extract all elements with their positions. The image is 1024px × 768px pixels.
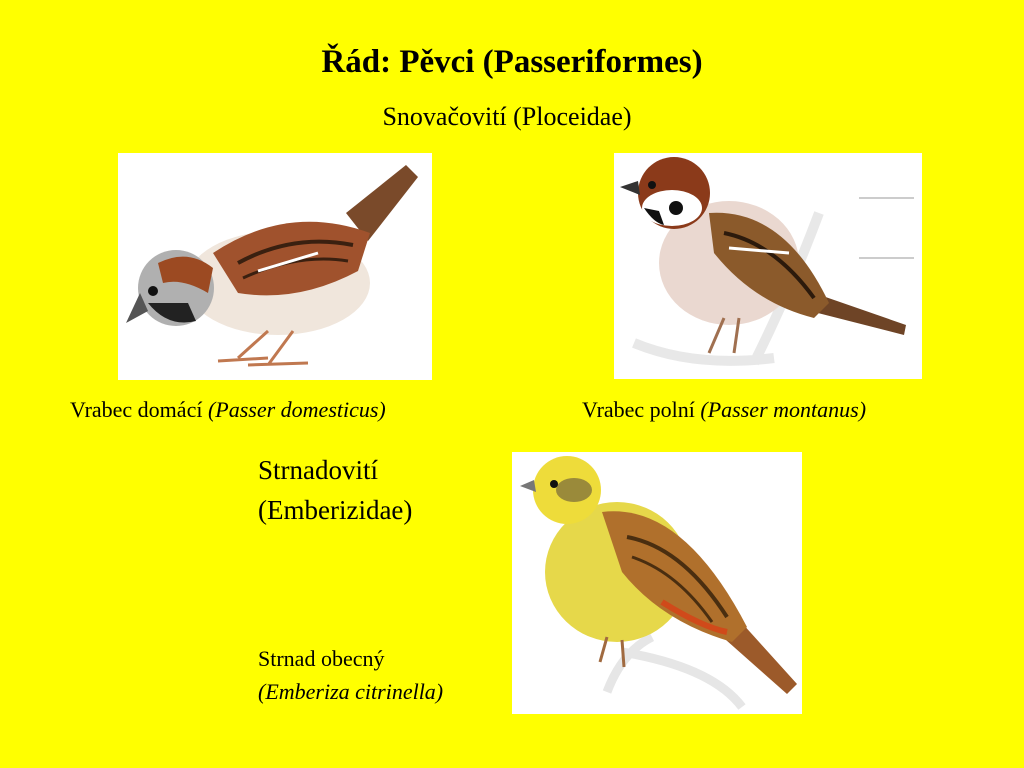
house-sparrow-image (118, 153, 432, 380)
caption-yellowhammer (258, 642, 443, 708)
common-name: Vrabec domácí (70, 397, 203, 422)
yellowhammer-image (512, 452, 802, 714)
family-name: Strnadovití (258, 455, 378, 485)
caption-house-sparrow (70, 397, 386, 423)
latin-name: (Passer domesticus) (207, 397, 386, 422)
tree-sparrow-image (614, 153, 922, 379)
family-latin: (Emberizidae) (258, 495, 413, 525)
family-heading-emberizidae (258, 450, 412, 530)
slide-title: Řád: Pěvci (Passeriformes) (321, 44, 703, 80)
latin-name: (Passer montanus) (700, 397, 867, 422)
family-heading-ploceidae: Snovačovití (Ploceidae) (382, 102, 632, 131)
common-name: Vrabec polní (582, 397, 695, 422)
caption-tree-sparrow (582, 397, 866, 423)
common-name: Strnad obecný (258, 646, 385, 671)
latin-name: (Emberiza citrinella) (258, 679, 444, 704)
